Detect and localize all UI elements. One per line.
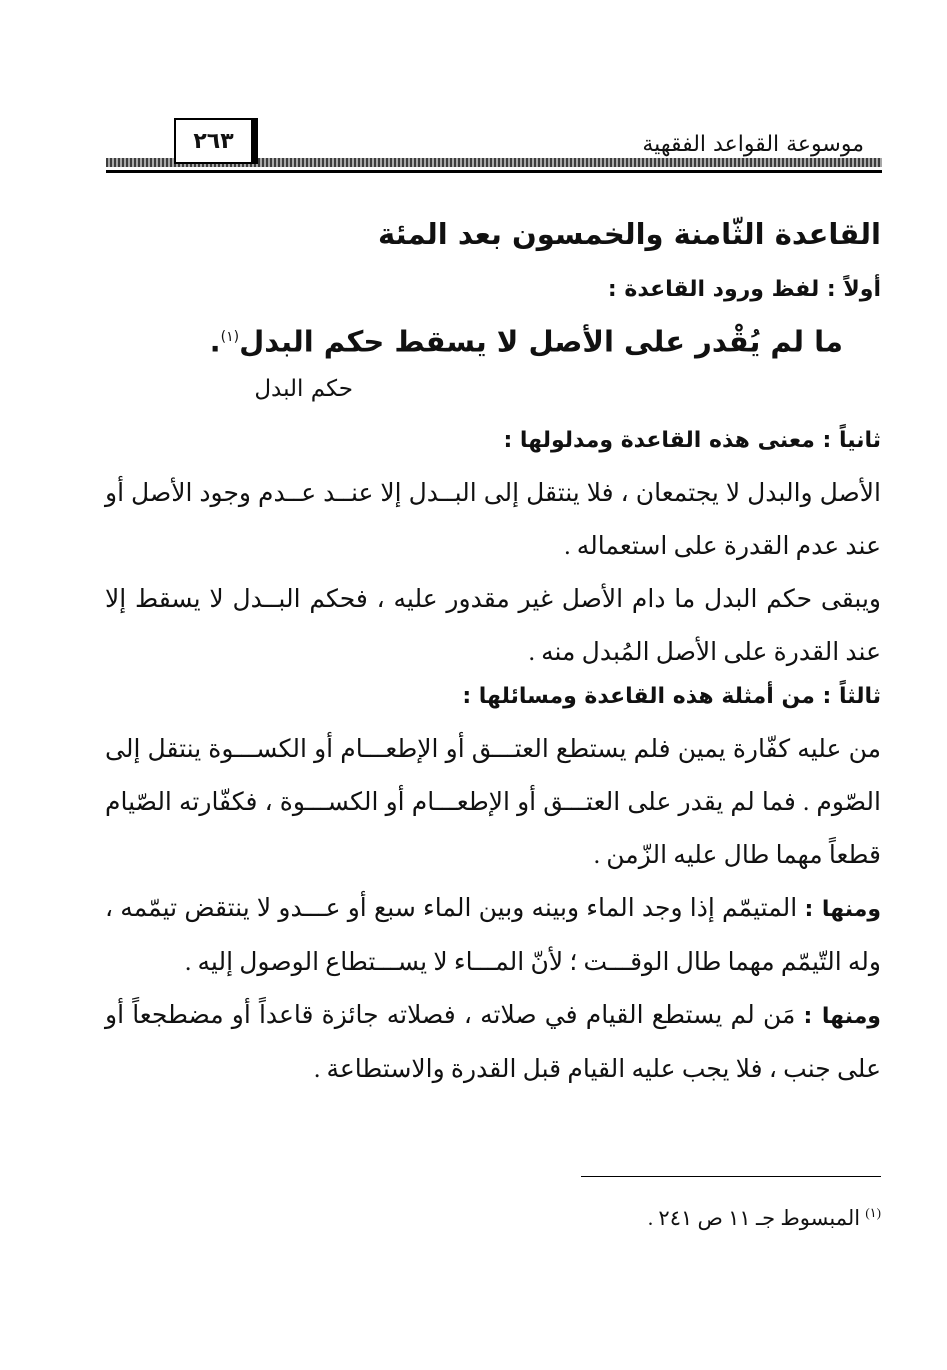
footnote-separator	[581, 1176, 881, 1177]
example-paragraph	[105, 882, 881, 989]
rule-text-end: .	[209, 324, 221, 359]
example-lead: ومنها :	[804, 896, 881, 922]
rule-footnote-marker[interactable]: (١)	[220, 329, 240, 345]
example-body: المتيمّم إذا وجد الماء وبينه وبين الماء سبع أو عـــدو لا ينتقض تيمّمه ، وله التّيمّم مهما طال الوقـــت ؛ لأنّ المـــاء لا يســـتطاع الوصول إليه .	[105, 894, 881, 976]
example-paragraph: من عليه كفّارة يمين فلم يستطع العتـــق أو الإطعـــام أو الكســـوة ينتقل إلى الصّوم . فما لم يقدر على العتـــق أو الإطعـــام أو الكســـوة ، فكفّارته الصّيام قطعاً مهما طال عليه الزّمن .	[105, 735, 881, 869]
rule-text-body: ما لم يُقْدر على الأصل لا يسقط حكم البدل	[239, 324, 843, 359]
running-title: موسوعة القواعد الفقهية	[642, 132, 864, 157]
footnote	[105, 1198, 881, 1233]
section-2-paragraph: الأصل والبدل لا يجتمعان ، فلا ينتقل إلى البــدل إلا عنــد عــدم وجود الأصل أو عند عدم القدرة على استعماله .	[105, 479, 881, 560]
example-lead: ومنها :	[803, 1003, 881, 1029]
example-paragraph	[105, 989, 881, 1096]
section-1-heading: أولاً : لفظ ورود القاعدة :	[607, 277, 881, 302]
page-number: ٢٦٣	[174, 118, 258, 164]
footnote-text: المبسوط جـ ١١ ص ٢٤١ .	[647, 1206, 861, 1230]
example-body: مَن لم يستطع القيام في صلاته ، فصلاته جائزة قاعداً أو مضطجعاً أو على جنب ، فلا يجب عليه القيام قبل القدرة والاستطاعة .	[105, 1001, 881, 1083]
page-content	[105, 214, 881, 1096]
rule-title: القاعدة الثّامنة والخمسون بعد المئة	[378, 217, 881, 251]
page-header	[106, 118, 882, 178]
section-3-heading: ثالثاً : من أمثلة هذه القاعدة ومسائلها :	[462, 683, 881, 709]
handwritten-note: حكم البدل	[254, 375, 353, 402]
footnote-marker: (١)	[865, 1205, 881, 1220]
section-2-heading: ثانياً : معنى هذه القاعدة ومدلولها :	[503, 427, 881, 453]
rule-text	[105, 314, 843, 365]
header-rule	[106, 170, 882, 173]
section-2-paragraph: ويبقى حكم البدل ما دام الأصل غير مقدور عليه ، فحكم البــدل لا يسقط إلا عند القدرة على الأصل المُبدل منه .	[105, 585, 881, 666]
